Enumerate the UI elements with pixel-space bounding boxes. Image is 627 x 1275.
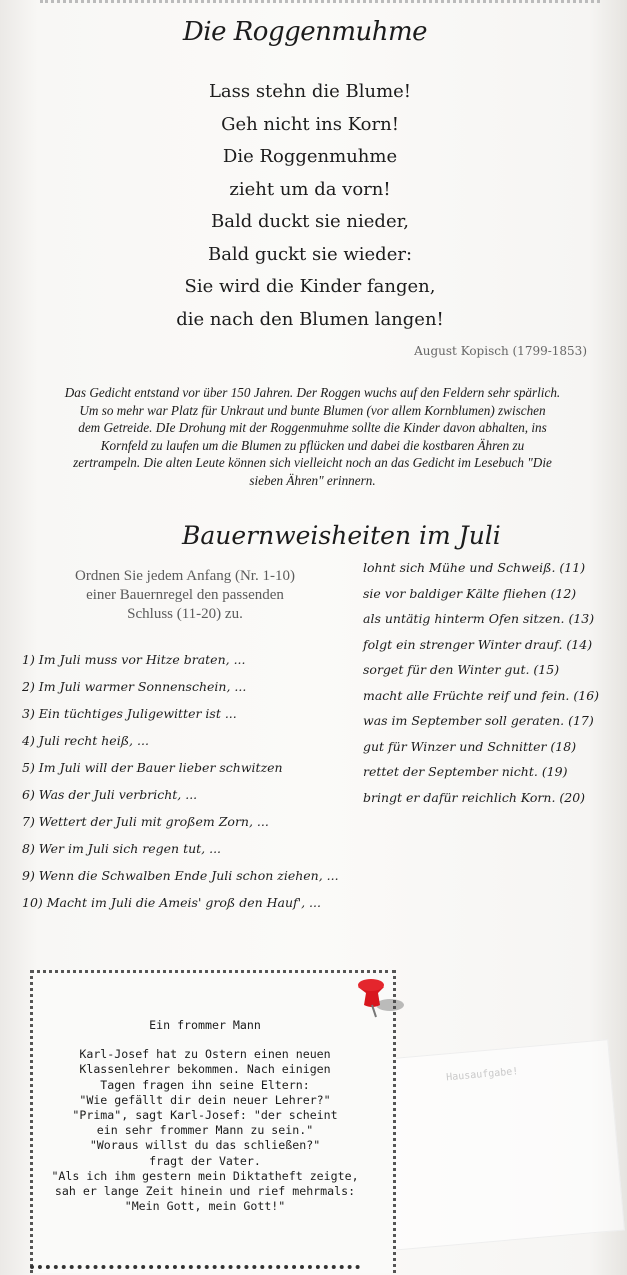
joke-line: sah er lange Zeit hinein und rief mehrmals: xyxy=(54,1184,356,1199)
intro-line: sieben Ähren" erinnern. xyxy=(249,472,376,488)
poem-title: Die Roggenmuhme xyxy=(182,17,428,47)
joke-line: fragt der Vater. xyxy=(149,1153,261,1168)
rule-ending: sie vor baldiger Kälte fliehen (12) xyxy=(363,585,577,601)
intro-line: dem Getreide. DIe Drohung mit der Roggenmuhme sollte die Kinder davon abhalten, ins xyxy=(78,420,547,436)
poem-line: die nach den Blumen langen! xyxy=(176,308,444,330)
rule-start: 10) Macht im Juli die Ameis' groß den Hauf', ... xyxy=(22,895,321,910)
instruction-line: einer Bauernregel den passenden xyxy=(86,587,284,603)
rule-start: 7) Wettert der Juli mit großem Zorn, ... xyxy=(22,814,269,829)
joke-title: Ein frommer Mann xyxy=(149,1018,261,1032)
rule-start: 2) Im Juli warmer Sonnenschein, ... xyxy=(22,679,247,694)
rule-start: 1) Im Juli muss vor Hitze braten, ... xyxy=(22,652,246,667)
exercise-instruction xyxy=(40,567,330,624)
intro-line: zertrampeln. Die alten Leute können sich vielleicht noch an das Gedicht im Lesebuch "Die xyxy=(73,455,552,471)
poem-line: Bald duckt sie nieder, xyxy=(211,211,409,232)
poem-author: August Kopisch (1799-1853) xyxy=(414,344,587,358)
rule-ending: macht alle Früchte reif und fein. (16) xyxy=(363,687,600,703)
poem-line: Geh nicht ins Korn! xyxy=(221,113,399,135)
intro-line: Das Gedicht entstand vor über 150 Jahren. Der Roggen wuchs auf den Feldern sehr spärlich. xyxy=(64,385,561,400)
joke-line: "Prima", sagt Karl-Josef: "der scheint xyxy=(72,1108,338,1123)
rule-ending: lohnt sich Mühe und Schweiß. (11) xyxy=(363,560,586,575)
joke-line: ein sehr frommer Mann zu sein." xyxy=(96,1123,314,1138)
joke-line: "Woraus willst du das schließen?" xyxy=(89,1138,321,1153)
joke-line: "Wie gefällt dir dein neuer Lehrer?" xyxy=(79,1092,331,1107)
decorative-top-border xyxy=(40,0,600,8)
instruction-line: Schluss (11-20) zu. xyxy=(127,606,243,622)
poem-line: Lass stehn die Blume! xyxy=(208,81,412,102)
joke-line: Karl-Josef hat zu Ostern einen neuen xyxy=(79,1047,331,1062)
section-title: Bauernweisheiten im Juli xyxy=(182,521,501,550)
joke-line: "Als ich ihm gestern mein Diktatheft zeigte, xyxy=(51,1168,359,1183)
rule-ending: sorget für den Winter gut. (15) xyxy=(363,662,560,677)
rule-start: 3) Ein tüchtiges Juligewitter ist ... xyxy=(22,706,237,721)
rule-ending: bringt er dafür reichlich Korn. (20) xyxy=(363,789,586,805)
rule-start: 5) Im Juli will der Bauer lieber schwitzen xyxy=(22,760,283,775)
rule-ending: rettet der September nicht. (19) xyxy=(363,764,568,779)
rule-start: 8) Wer im Juli sich regen tut, ... xyxy=(22,841,222,856)
poem-line: Die Roggenmuhme xyxy=(222,146,398,167)
rule-starts-list xyxy=(22,646,372,916)
joke-line: "Mein Gott, mein Gott!" xyxy=(124,1199,286,1214)
instruction-line: Ordnen Sie jedem Anfang (Nr. 1-10) xyxy=(75,568,295,584)
intro-line: Um so mehr war Platz für Unkraut und bunte Blumen (vor allem Kornblumen) zwischen xyxy=(79,402,546,418)
pushpin-icon xyxy=(350,975,410,1025)
rule-ending: als untätig hinterm Ofen sitzen. (13) xyxy=(363,611,595,626)
rule-start: 4) Juli recht heiß, ... xyxy=(22,733,149,748)
rule-ending: gut für Winzer und Schnitter (18) xyxy=(363,738,577,754)
rule-start: 6) Was der Juli verbricht, ... xyxy=(22,787,198,802)
decorative-bottom-border xyxy=(30,1265,360,1269)
poem-line: zieht um da vorn! xyxy=(229,178,391,200)
rule-start: 9) Wenn die Schwalben Ende Juli schon ziehen, ... xyxy=(22,868,339,883)
card-title: Hausaufgabe! xyxy=(445,1066,519,1084)
joke-line: Klassenlehrer bekommen. Nach einigen xyxy=(79,1062,331,1077)
joke-line: Tagen fragen ihn seine Eltern: xyxy=(100,1077,310,1092)
rule-endings-list xyxy=(363,555,613,810)
rule-ending: was im September soll geraten. (17) xyxy=(363,713,594,728)
rule-ending: folgt ein strenger Winter drauf. (14) xyxy=(363,636,593,652)
joke-text xyxy=(20,1018,390,1214)
poem-line: Sie wird die Kinder fangen, xyxy=(184,276,436,297)
intro-text xyxy=(30,384,595,490)
intro-line: Kornfeld zu laufen um die Blumen zu pflücken und dabei die kostbaren Ähren zu xyxy=(100,437,525,453)
poem-line: Bald guckt sie wieder: xyxy=(207,243,413,265)
poem-body xyxy=(0,76,620,336)
